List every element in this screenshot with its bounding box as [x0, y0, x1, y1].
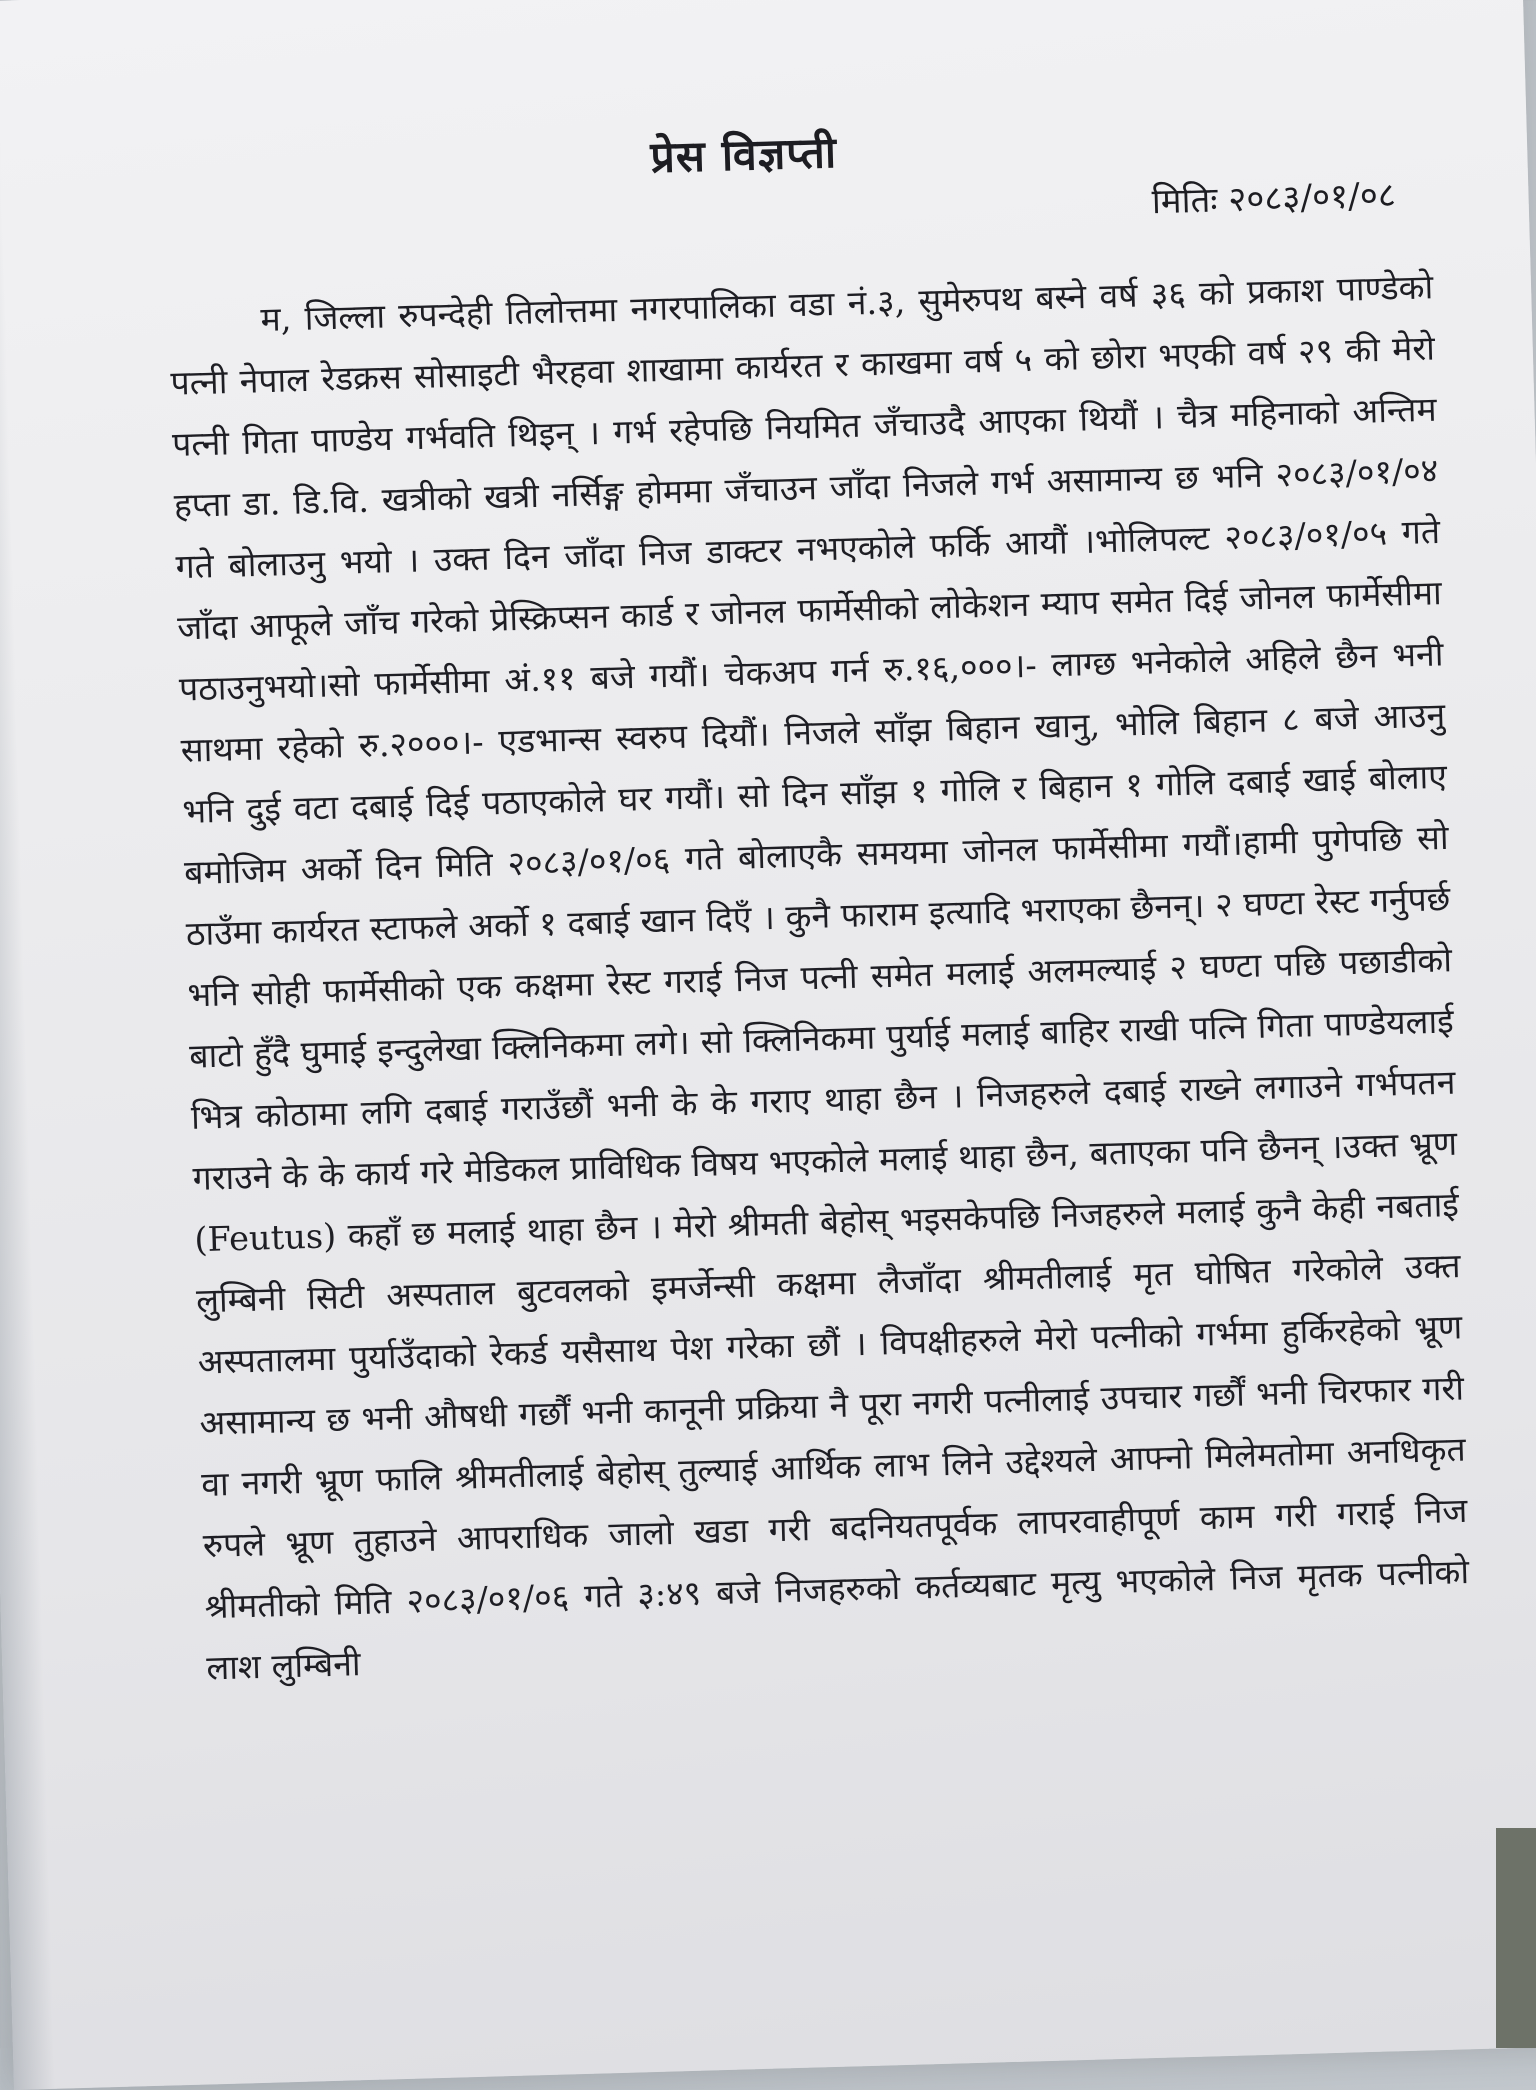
document-date: मितिः २०८३/०१/०८ — [1151, 174, 1397, 223]
paper-shadow — [0, 1, 55, 2090]
document-title: प्रेस विज्ञप्ती — [649, 127, 838, 183]
document-body: म, जिल्ला रुपन्देही तिलोत्तमा नगरपालिका वडा नं.३, सुमेरुपथ बस्ने वर्ष ३६ को प्रकाश पाण्डेको पत्नी नेपाल रेडक्रस सोसाइटी भैरहवा शाखामा कार्यरत र काखमा वर्ष ५ को छोरा भएकी वर्ष २९ की मेरो पत्नी गिता पाण्डेय गर्भवति थिइन् । गर्भ रहेपछि नियमित जँचाउदै आएका थियौं । चैत्र महिनाको अन्तिम हप्ता डा. डि.वि. खत्रीको खत्री नर्सिङ्ग होममा जँचाउन जाँदा निजले गर्भ असामान्य छ भनि २०८३/०१/०४ गते बोलाउनु भयो । उक्त दिन जाँदा निज डाक्टर नभएकोले फर्कि आयौं ।भोलिपल्ट २०८३/०१/०५ गते जाँदा आफूले जाँच गरेको प्रेस्क्रिप्सन कार्ड र जोनल फार्मेसीको लोकेशन म्याप समेत दिई जोनल फार्मेसीमा पठाउनुभयो।सो फार्मेसीमा अं.११ बजे गयौं। चेकअप गर्न रु.१६,०००।- लाग्छ भनेकोले अहिले छैन भनी साथमा रहेको रु.२०००।- एडभान्स स्वरुप दियौं। निजले साँझ बिहान खानु, भोलि बिहान ८ बजे आउनु भनि दुई वटा दबाई दिई पठाएकोले घर गयौं। सो दिन साँझ १ गोलि र बिहान १ गोलि दबाई खाई बोलाए बमोजिम अर्को दिन मिति २०८३/०१/०६ गते बोलाएकै समयमा जोनल फार्मेसीमा गयौं।हामी पुगेपछि सो ठाउँमा कार्यरत स्टाफले अर्को १ दबाई खान दिएँ । कुनै फाराम इत्यादि भराएका छैनन्। २ घण्टा रेस्ट गर्नुपर्छ भनि सोही फार्मेसीको एक कक्षमा रेस्ट गराई निज पत्नी समेत मलाई अलमल्याई २ घण्टा पछि पछाडीको बाटो हुँदै घुमाई इन्दुलेखा क्लिनिकमा लगे। सो क्लिनिकमा पुर्याई मलाई बाहिर राखी पत्नि गिता पाण्डेयलाई भित्र कोठामा लगि दबाई गराउँछौं भनी के के गराए थाहा छैन । निजहरुले दबाई राख्ने लगाउने गर्भपतन गराउने के के कार्य गरे मेडिकल प्राविधिक विषय भएकोले मलाई थाहा छैन, बताएका पनि छैनन् ।उक्त भ्रूण (Feutus) कहाँ छ मलाई थाहा छैन । मेरो श्रीमती बेहोस् भइसकेपछि निजहरुले मलाई कुनै केही नबताई लुम्बिनी सिटी अस्पताल बुटवलको इमर्जेन्सी कक्षमा लैजाँदा श्रीमतीलाई मृत घोषित गरेकोले उक्त अस्पतालमा पुर्याउँदाको रेकर्ड यसैसाथ पेश गरेका छौं । विपक्षीहरुले मेरो पत्नीको गर्भमा हुर्किरहेको भ्रूण असामान्य छ भनी औषधी गर्छौं भनी कानूनी प्रक्रिया नै पूरा नगरी पत्नीलाई उपचार गर्छौं भनी चिरफार गरी वा नगरी भ्रूण फालि श्रीमतीलाई बेहोस् तुल्याई आर्थिक लाभ लिने उद्देश्यले आफ्नो मिलेमतोमा अनधिकृत रुपले भ्रूण तुहाउने आपराधिक जालो खडा गरी बदनियतपूर्वक लापरवाहीपूर्ण काम गरी गराई निज श्रीमतीको मिति २०८३/०१/०६ गते ३:४९ बजे निजहरुको कर्तव्यबाट मृत्यु भएकोले निज मृतक पत्नीको लाश लुम्बिनी — [169, 266, 1470, 1688]
background-corner — [1496, 1828, 1536, 2048]
